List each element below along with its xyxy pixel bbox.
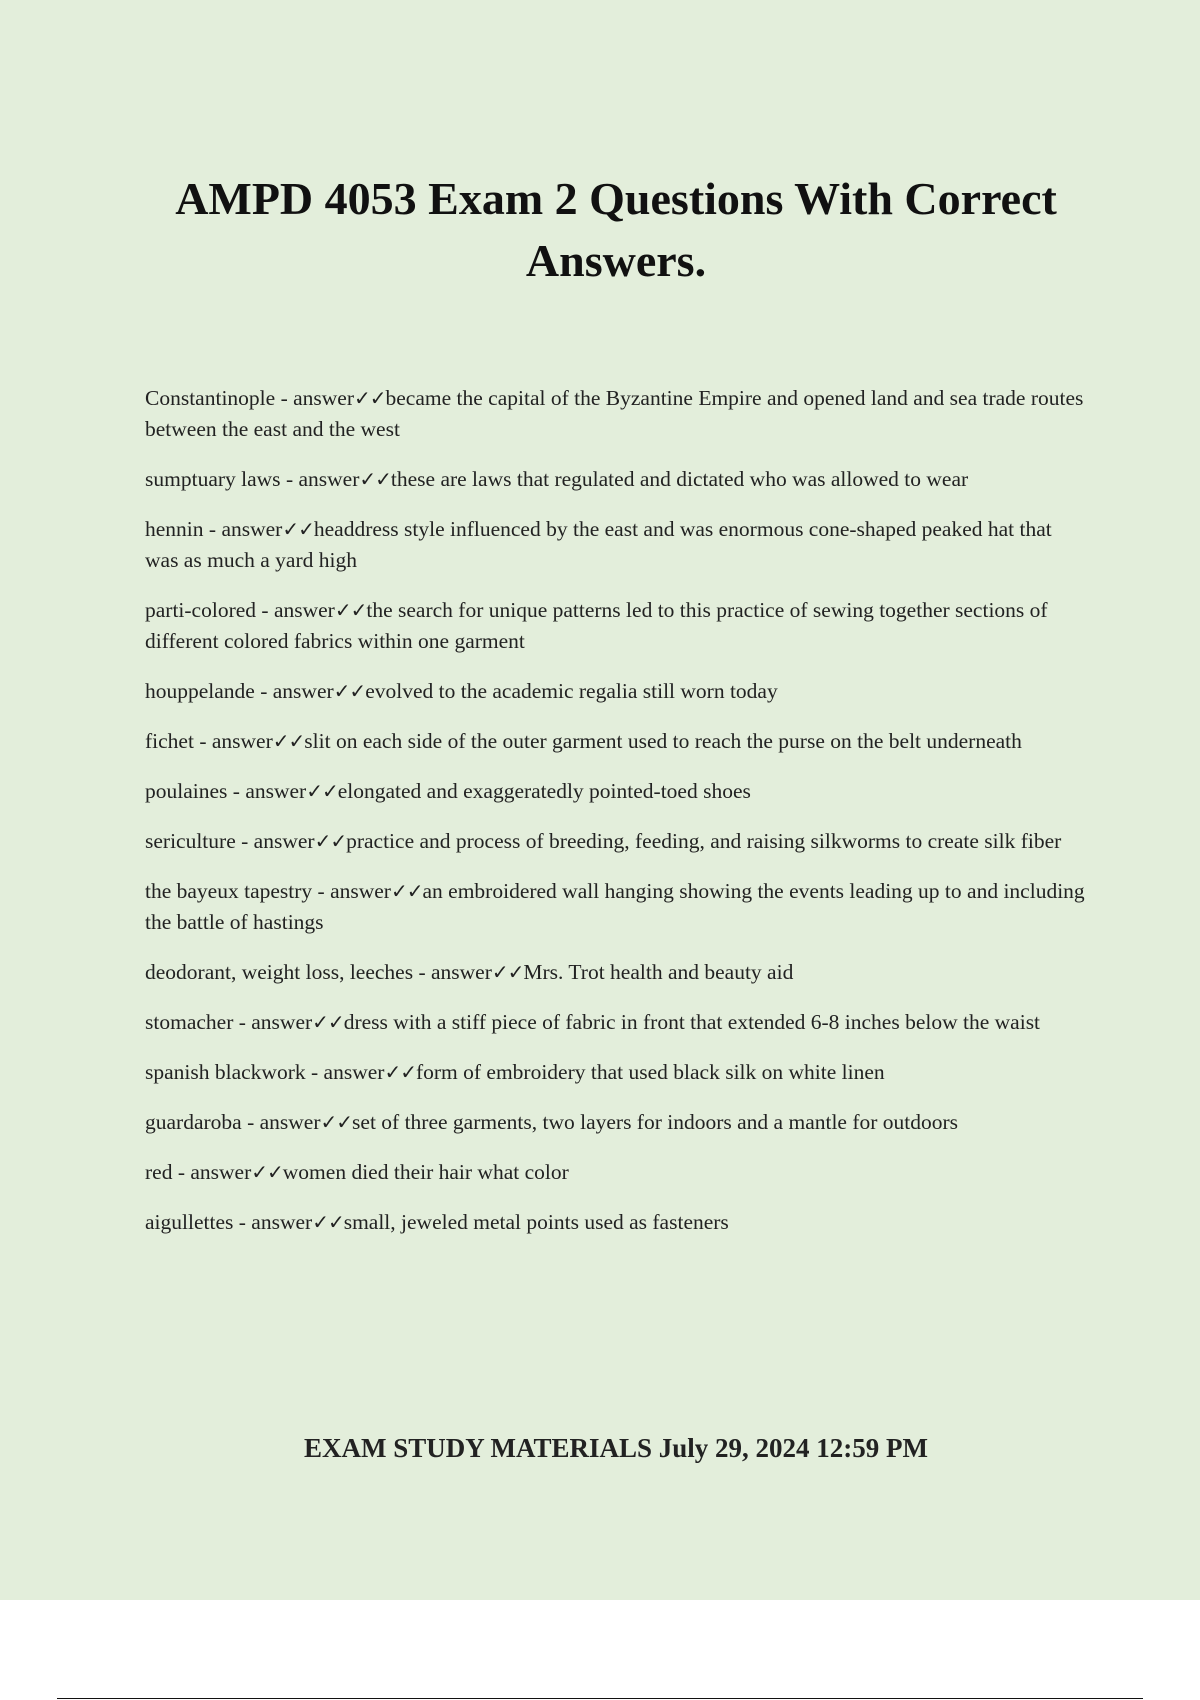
qa-entry-5 bbox=[145, 726, 1090, 757]
entry-definition: slit on each side of the outer garment used to reach the purse on the belt underneath bbox=[304, 729, 1022, 753]
entry-term: parti-colored bbox=[145, 598, 257, 622]
entry-definition: headdress style influenced by the east and was enormous cone-shaped peaked hat that was as much a yard high bbox=[145, 517, 1052, 572]
document-title: AMPD 4053 Exam 2 Questions With Correct Answers. bbox=[175, 173, 1057, 286]
entry-definition: small, jeweled metal points used as fasteners bbox=[343, 1210, 729, 1234]
entry-term: stomacher bbox=[145, 1010, 234, 1034]
double-check-icon: ✓✓ bbox=[272, 729, 305, 753]
double-check-icon: ✓✓ bbox=[320, 1110, 353, 1134]
answer-separator: - answer bbox=[413, 960, 492, 984]
entry-definition: form of embroidery that used black silk on white linen bbox=[415, 1060, 885, 1084]
entry-term: red bbox=[145, 1160, 173, 1184]
entry-term: deodorant, weight loss, leeches bbox=[145, 960, 414, 984]
qa-list bbox=[145, 383, 1090, 1257]
qa-entry-7 bbox=[145, 826, 1090, 857]
answer-separator: - answer bbox=[254, 679, 334, 703]
entry-definition: women died their hair what color bbox=[282, 1160, 569, 1184]
entry-term: sericulture bbox=[145, 829, 236, 853]
entry-definition: these are laws that regulated and dictated who was allowed to wear bbox=[390, 467, 969, 491]
double-check-icon: ✓✓ bbox=[384, 1060, 416, 1084]
entry-term: fichet bbox=[145, 729, 194, 753]
entry-definition: practice and process of breeding, feeding, and raising silkworms to create silk fiber bbox=[346, 829, 1062, 853]
entry-term: the bayeux tapestry bbox=[145, 879, 313, 903]
double-check-icon: ✓✓ bbox=[306, 779, 338, 803]
footer-study-materials: EXAM STUDY MATERIALS July 29, 2024 12:59 PM bbox=[303, 1433, 929, 1463]
double-check-icon: ✓✓ bbox=[334, 598, 367, 622]
entry-definition: elongated and exaggeratedly pointed-toed shoes bbox=[337, 779, 751, 803]
qa-entry-3 bbox=[145, 595, 1090, 657]
entry-term: hennin bbox=[145, 517, 204, 541]
double-check-icon: ✓✓ bbox=[312, 1010, 344, 1034]
answer-separator: - answer bbox=[305, 1060, 385, 1084]
qa-entry-14 bbox=[145, 1207, 1090, 1238]
double-check-icon: ✓✓ bbox=[314, 829, 347, 853]
entry-definition: became the capital of the Byzantine Empire and opened land and sea trade routes between the east and the west bbox=[145, 386, 1084, 441]
double-check-icon: ✓✓ bbox=[359, 467, 391, 491]
qa-entry-12 bbox=[145, 1107, 1090, 1138]
entry-term: sumptuary laws bbox=[145, 467, 281, 491]
entry-term: guardaroba bbox=[145, 1110, 242, 1134]
entry-definition: set of three garments, two layers for indoors and a mantle for outdoors bbox=[352, 1110, 959, 1134]
qa-entry-8 bbox=[145, 876, 1090, 938]
double-check-icon: ✓✓ bbox=[333, 679, 366, 703]
qa-entry-13 bbox=[145, 1157, 1090, 1188]
double-check-icon: ✓✓ bbox=[491, 960, 524, 984]
answer-separator: - answer bbox=[227, 779, 307, 803]
answer-separator: - answer bbox=[235, 829, 315, 853]
entry-term: houppelande bbox=[145, 679, 255, 703]
double-check-icon: ✓✓ bbox=[390, 879, 423, 903]
entry-definition: an embroidered wall hanging showing the events leading up to and including the battle of hastings bbox=[145, 879, 1085, 934]
answer-separator: - answer bbox=[241, 1110, 321, 1134]
qa-entry-11 bbox=[145, 1057, 1090, 1088]
answer-separator: - answer bbox=[280, 467, 360, 491]
qa-entry-9 bbox=[145, 957, 1090, 988]
answer-separator: - answer bbox=[233, 1210, 313, 1234]
answer-separator: - answer bbox=[172, 1160, 252, 1184]
page-divider bbox=[57, 1698, 1143, 1699]
entry-term: spanish blackwork bbox=[145, 1060, 306, 1084]
answer-separator: - answer bbox=[203, 517, 283, 541]
entry-definition: the search for unique patterns led to this practice of sewing together sections of different colored fabrics within one garment bbox=[145, 598, 1048, 653]
qa-entry-1 bbox=[145, 464, 1090, 495]
qa-entry-2 bbox=[145, 514, 1090, 576]
answer-separator: - answer bbox=[193, 729, 273, 753]
entry-term: Constantinople bbox=[145, 386, 276, 410]
qa-entry-0 bbox=[145, 383, 1090, 445]
answer-separator: - answer bbox=[312, 879, 391, 903]
entry-definition: Mrs. Trot health and beauty aid bbox=[523, 960, 794, 984]
entry-term: poulaines bbox=[145, 779, 228, 803]
entry-term: aigullettes bbox=[145, 1210, 234, 1234]
double-check-icon: ✓✓ bbox=[282, 517, 314, 541]
answer-separator: - answer bbox=[256, 598, 335, 622]
double-check-icon: ✓✓ bbox=[354, 386, 386, 410]
double-check-icon: ✓✓ bbox=[251, 1160, 283, 1184]
entry-definition: evolved to the academic regalia still worn today bbox=[365, 679, 778, 703]
qa-entry-6 bbox=[145, 776, 1090, 807]
double-check-icon: ✓✓ bbox=[312, 1210, 344, 1234]
qa-entry-10 bbox=[145, 1007, 1090, 1038]
entry-definition: dress with a stiff piece of fabric in front that extended 6-8 inches below the waist bbox=[343, 1010, 1041, 1034]
answer-separator: - answer bbox=[233, 1010, 313, 1034]
answer-separator: - answer bbox=[275, 386, 354, 410]
qa-entry-4 bbox=[145, 676, 1090, 707]
